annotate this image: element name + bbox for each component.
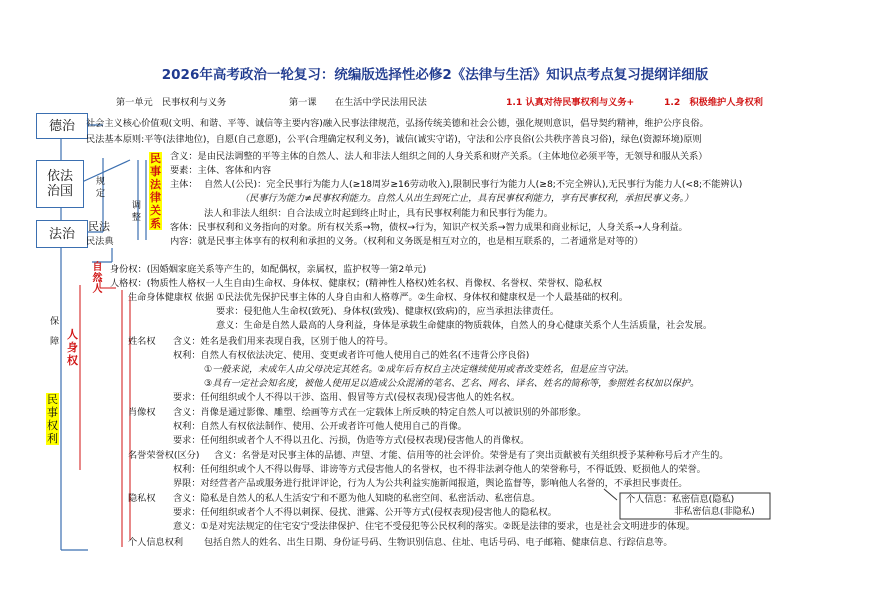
label-personal-info-right: 个人信息权利: [128, 537, 184, 548]
text-subject-label: 主体：: [170, 179, 198, 190]
text-privacy-significance: 意义：①是对宪法规定的住宅安宁受法律保护、住宅不受侵犯等公民权利的落实。②既是法律的要求，也是社会文明进步的体现。: [173, 521, 695, 532]
line-yifa-guiding: [82, 160, 130, 182]
text-name-rights: 权利：自然人有权依法决定、使用、变更或者许可他人使用自己的姓名(不违背公序良俗): [173, 350, 530, 361]
label-baozhang-1: 保: [50, 316, 60, 327]
text-portrait-requirement: 要求：任何组织或者个人不得以丑化、污损，伪造等方式(侵权表现)侵害他人的肖像权。: [173, 435, 530, 446]
label-tiaozheng: 调整: [131, 200, 142, 223]
info-box-line-1: 个人信息：私密信息(隐私): [626, 494, 735, 505]
section-1-1: 1.1 认真对待民事权利与义务+: [506, 97, 635, 108]
text-privacy-requirement: 要求：任何组织或者个人不得以刺探、侵扰、泄露、公开等方式(侵权表现)侵害他人的隐私权。: [173, 507, 557, 518]
text-reputation-limits: 界限：对经营者产品或服务进行批评评论，行为人为公共利益实施新闻报道，舆论监督等，影响他人名誉的，不承担民事责任。: [173, 478, 688, 489]
info-box-line-2: 非私密信息(非隐私): [674, 506, 755, 517]
label-minfadian: 民法典: [86, 236, 114, 247]
vertical-ziranren: 自然人: [92, 262, 103, 295]
text-legal-person: 法人和非法人组织：自合法成立时起到终止时止，具有民事权利能力和民事行为能力。: [204, 208, 554, 219]
text-elements: 要素：主体、客体和内容: [170, 165, 272, 176]
yifazhiguo-box: [36, 160, 84, 208]
dezhi-box: 德治: [36, 113, 88, 139]
section-1-2: 1.2 积极维护人身权利: [664, 97, 763, 108]
text-identity-right: 身份权：(因婚姻家庭关系等产生的，如配偶权，亲属权，监护权等一第2单元): [110, 264, 427, 275]
text-capacity-note: （民事行为能力≠民事权利能力。自然人从出生到死亡止，具有民事权利能力，享有民事权利，承担民事义务。）: [240, 193, 694, 204]
text-life-significance: 意义：生命是自然人最高的人身利益，身体是承载生命健康的物质载体，自然人的身心健康关系个人生活质量，社会发展。: [216, 320, 713, 331]
text-privacy-meaning: 含义：隐私是自然人的私人生活安宁和不愿为他人知晓的私密空间、私密活动、私密信息。: [173, 493, 541, 504]
yifa-line-2: 治国: [46, 184, 73, 199]
text-reputation-meaning: 含义：名誉是对民事主体的品德、声望、才能、信用等的社会评价。荣誉是有了突出贡献被有关组织授予某种称号后才产生的。: [214, 450, 729, 461]
unit-heading: 第一单元 民事权利与义务: [116, 97, 227, 108]
text-portrait-rights: 权利：自然人有权依法制作、使用、公开或者许可他人使用自己的肖像。: [173, 421, 467, 432]
text-personal-info: 包括自然人的姓名、出生日期、身份证号码、生物识别信息、住址、电话号码、电子邮箱、健康信息、行踪信息等。: [204, 537, 673, 548]
text-life-body-health: 生命身体健康权 依据 ①民法优先保护民事主体的人身自由和人格尊严。②生命权、身体权和健康权是一个人最基础的权利。: [128, 292, 629, 303]
info-box-pointer: [604, 489, 617, 500]
text-core-values: 社会主义核心价值观(文明、和谐、平等、诚信等主要内容)融入民事法律规范，弘扬传统美德和社会公德，强化规则意识，倡导契约精神，维护公序良俗。: [86, 118, 709, 129]
text-content: 内容：就是民事主体享有的权利和承担的义务。（权利和义务既是相互对立的，也是相互联系的，二者通常是对等的）: [170, 236, 644, 247]
vertical-minshi-falv-guanxi: 民事法律关系: [150, 152, 161, 230]
text-relation-meaning: 含义：是由民法调整的平等主体的自然人、法人和非法人组织之间的人身关系和财产关系。（主体地位必须平等，无领导和服从关系）: [170, 151, 708, 162]
text-portrait-meaning: 含义：肖像是通过影像、雕塑、绘画等方式在一定载体上所反映的特定自然人可以被识别的外部形象。: [173, 407, 587, 418]
label-reputation-right: 名誉荣誉权(区分): [128, 450, 200, 461]
yifa-line-1: 依法: [46, 169, 73, 184]
label-portrait-right: 肖像权: [128, 407, 156, 418]
text-personality-right: 人格权：(物质性人格权一人生自由)生命权、身体权、健康权；(精神性人格权)姓名权、肖像权、名誉权、荣誉权、隐私权: [110, 278, 603, 289]
label-privacy-right: 隐私权: [128, 493, 156, 504]
label-name-right: 姓名权: [128, 336, 156, 347]
text-object: 客体：民事权利和义务指向的对象。所有权关系→物，债权→行为，知识产权关系→智力成果和商业标记，人身关系→人身利益。: [170, 222, 688, 233]
text-basic-principles: 民法基本原则:平等(法律地位)，自愿(自己意愿)，公平(合理确定权利义务)，诚信(诚实守诺)，守法和公序良俗(公共秩序善良习俗)，绿色(资源环境)原则: [86, 134, 702, 145]
text-name-point-3: ③具有一定社会知名度，被他人使用足以造成公众混淆的笔名、艺名、网名、译名、姓名的简称等，参照姓名权加以保护。: [204, 378, 700, 389]
page-title: 2026年高考政治一轮复习：统编版选择性必修2《法律与生活》知识点考点复习提纲详细版: [161, 67, 709, 83]
text-name-point-1-2: ①一般来说，未成年人由父母决定其姓名。②成年后有权自主决定继续使用或者改变姓名，但是应当守法。: [204, 364, 634, 375]
text-name-requirement: 要求：任何组织或个人不得以干涉、盗用、假冒等方式(侵权表现)侵害他人的姓名权。: [173, 392, 521, 403]
text-natural-person-capacity: 自然人(公民)：完全民事行为能力人(≥18周岁≥16劳动收入),限制民事行为能力人(≥8;不完全辨认),无民事行为能力人(<8;不能辨认): [204, 179, 743, 190]
label-guiding: 规定: [95, 176, 106, 199]
label-baozhang-2: 障: [50, 336, 60, 347]
text-life-requirement: 要求：侵犯他人生命权(致死)、身体权(致残)、健康权(致病)的，应当承担法律责任。: [216, 306, 560, 317]
lesson-heading: 第一课 在生活中学民法用民法: [289, 97, 427, 108]
fazhi-box: 法治: [36, 220, 88, 248]
label-minfa: 民法: [88, 220, 110, 233]
text-name-meaning: 含义：姓名是我们用来表现自我，区别于他人的符号。: [173, 336, 394, 347]
text-reputation-rights: 权利：任何组织或个人不得以侮辱、诽谤等方式侵害他人的名誉权，也不得非法剥夺他人的荣誉称号，不得诋毁、贬损他人的荣誉。: [173, 464, 706, 475]
vertical-minshi-quanli: 民事权利: [47, 393, 58, 445]
vertical-renshenquan: 人身权: [67, 328, 78, 367]
